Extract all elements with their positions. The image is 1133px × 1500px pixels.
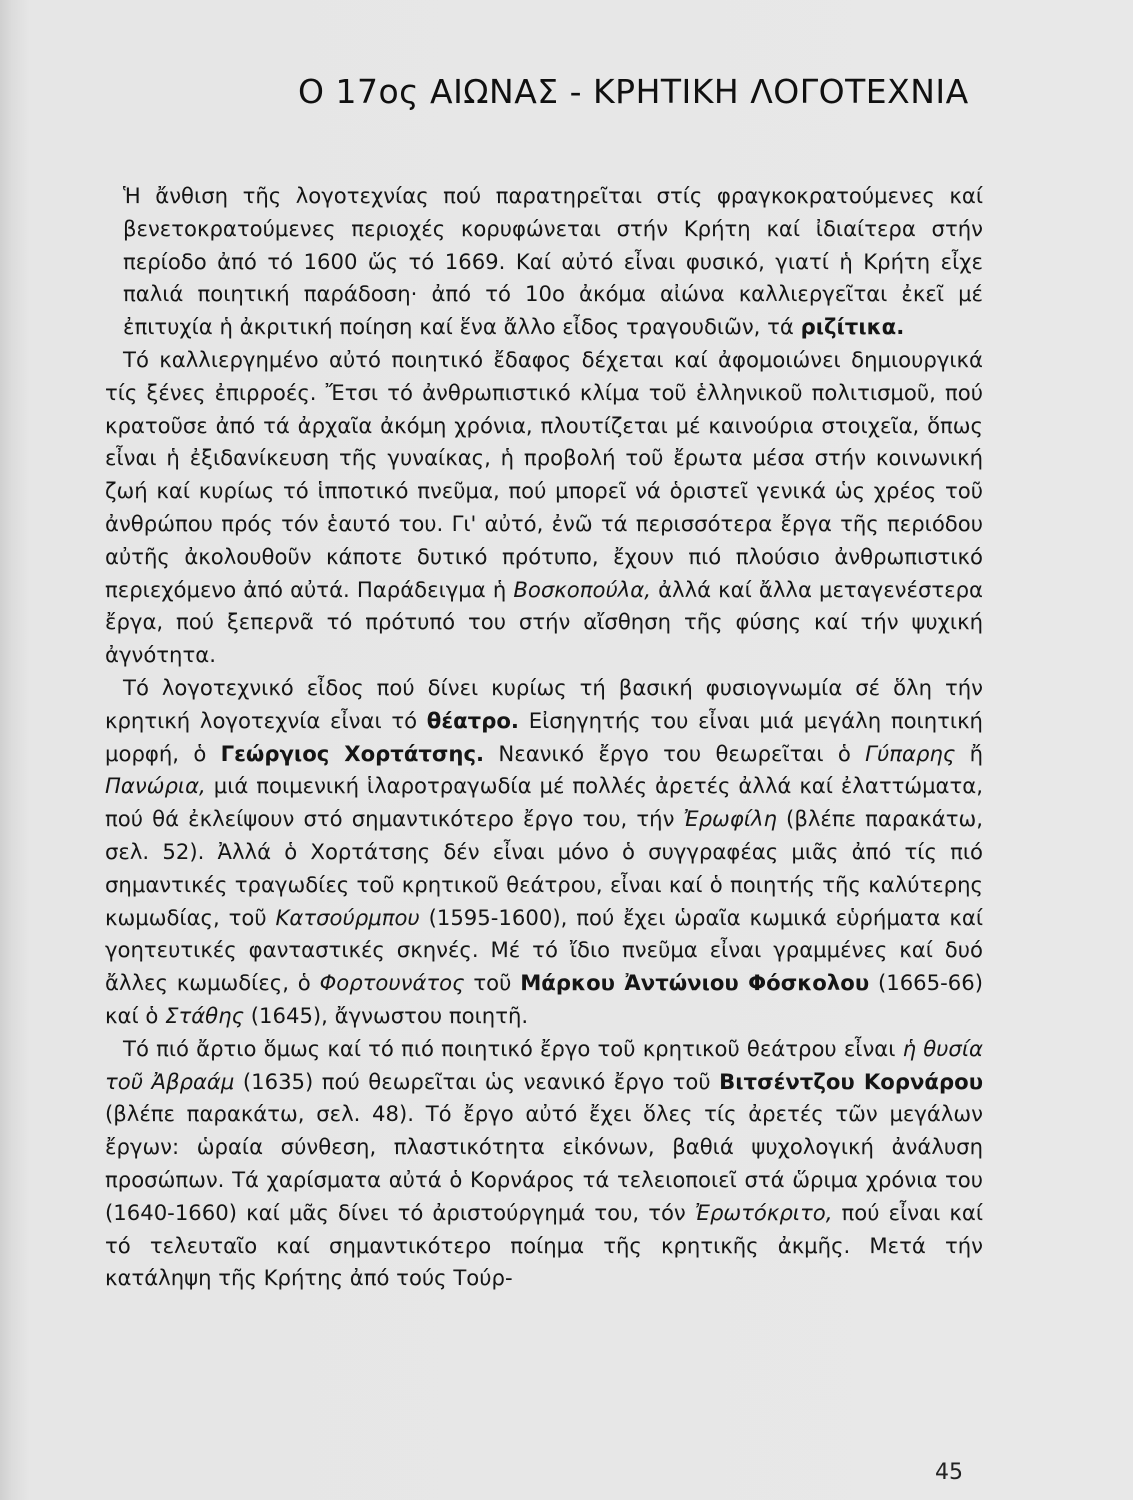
italic-title: Φορτουνάτος (319, 970, 465, 996)
bold-term: ριζίτικα. (800, 314, 905, 340)
bold-term: Βιτσέντζου Κορνάρου (719, 1068, 984, 1094)
italic-title: Στάθης (165, 1002, 244, 1028)
text-run: (βλέπε παρακάτω, σελ. 52). Ἀλλά ὁ Χορτάτσης δέν εἶναι μόνο ὁ συγγραφέας μιᾶς ἀπό τίς πιό σημαντικές τραγωδίες τοῦ κρητικοῦ θεάτρου, εἶναι καί ὁ ποιητής τῆς καλύτερης κωμωδίας, τοῦ (105, 806, 984, 930)
text-run: (1665-66) καί ὁ (105, 970, 984, 1028)
paragraph (105, 672, 983, 1033)
italic-title: Πανώρια, (105, 773, 206, 799)
text-run: πού εἶναι καί τό τελευταῖο καί σημαντικότερο ποίημα τῆς κρητικῆς ἀκμῆς. Μετά τήν κατάληψη τῆς Κρήτης ἀπό τούς Τούρ- (105, 1199, 983, 1291)
text-run: ἤ (955, 740, 984, 766)
italic-title: Ἐρωτόκριτο, (694, 1199, 833, 1225)
text-run: (1635) πού θεωρεῖται ὡς νεανικό ἔργο τοῦ (234, 1068, 720, 1094)
paragraph (105, 1033, 983, 1295)
italic-title: Βοσκοπούλα, (513, 576, 651, 602)
chapter-title: Ο 17ος ΑΙΩΝΑΣ - ΚΡΗΤΙΚΗ ΛΟΓΟΤΕΧΝΙΑ (298, 72, 969, 111)
page-number: 45 (935, 1460, 963, 1485)
text-run: ἀλλά καί ἄλλα μεταγενέστερα ἔργα, πού ξεπερνᾶ τό πρότυπό του στήν αἴσθηση τῆς φύσης καί τήν ψυχική ἀγνότητα. (105, 576, 983, 668)
italic-title: Γύπαρης (865, 740, 956, 766)
italic-title: Ἐρωφίλη (683, 806, 777, 832)
paragraph (105, 180, 983, 344)
text-run: τοῦ (464, 970, 521, 996)
text-run: Τό λογοτεχνικό εἶδος πού δίνει κυρίως τή βασική φυσιογνωμία σέ ὅλη τήν κρητική λογοτεχνία εἶναι τό (105, 674, 983, 733)
text-run: Τό καλλιεργημένο αὐτό ποιητικό ἔδαφος δέχεται καί ἀφομοιώνει δημιουργικά τίς ξένες ἐπιρροές. Ἔτσι τό ἀνθρωπιστικό κλίμα τοῦ ἑλληνικοῦ πολιτισμοῦ, πού κρατοῦσε ἀπό τά ἀρχαῖα ἀκόμη χρόνια, πλουτίζεται μέ καινούρια στοιχεῖα, ὅπως εἶναι ἡ ἐξιδανίκευση τῆς γυναίκας, ἡ προβολή τοῦ ἔρωτα μέσα στήν κοινωνική ζωή καί κυρίως τό ἱπποτικό πνεῦμα, πού μπορεῖ νά ὁριστεῖ γενικά ὡς χρέος τοῦ ἀνθρώπου πρός τόν ἑαυτό του. Γι' αὐτό, ἐνῶ τά περισσότερα ἔργα τῆς περιόδου αὐτῆς ἀκολουθοῦν κάποτε δυτικό πρότυπο, ἔχουν πιό πλούσιο ἀνθρωπιστικό περιεχόμενο ἀπό αὐτά. Παράδειγμα ἡ (105, 346, 983, 602)
paragraph (105, 344, 983, 672)
bold-term: Γεώργιος Χορτάτσης. (220, 740, 485, 766)
italic-title: Κατσούρμπου (275, 904, 420, 930)
text-run: Εἰσηγητής του εἶναι μιά μεγάλη ποιητική μορφή, ὁ (105, 707, 983, 766)
text-run: Ἡ ἄνθιση τῆς λογοτεχνίας πού παρατηρεῖται στίς φραγκοκρατούμενες καί βενετοκρατούμενες περιοχές κορυφώνεται στήν Κρήτη καί ἰδιαίτερα στήν περίοδο ἀπό τό 1600 ὥς τό 1669. Καί αὐτό εἶναι φυσικό, γιατί ἡ Κρήτη εἶχε παλιά ποιητική παράδοση· ἀπό τό 10ο ἀκόμα αἰώνα καλλιεργεῖται ἐκεῖ μέ ἐπιτυχία ἡ ἀκριτική ποίηση καί ἕνα ἄλλο εἶδος τραγουδιῶν, τά (123, 183, 983, 340)
text-run: μιά ποιμενική ἱλαροτραγωδία μέ πολλές ἀρετές ἀλλά καί ἐλαττώματα, πού θά ἐκλείψουν στό σημαντικότερο ἔργο του, τήν (105, 773, 983, 832)
text-run: (βλέπε παρακάτω, σελ. 48). Τό ἔργο αὐτό ἔχει ὅλες τίς ἀρετές τῶν μεγάλων ἔργων: ὡραία σύνθεση, πλαστικότητα εἰκόνων, βαθιά ψυχολογική ἀνάλυση προσώπων. Τά χαρίσματα αὐτά ὁ Κορνάρος τά τελειοποιεῖ στά ὥριμα χρόνια του (1640-1660) καί μᾶς δίνει τό ἀριστούργημά του, τόν (105, 1101, 983, 1225)
text-run: Νεανικό ἔργο του θεωρεῖται ὁ (484, 740, 866, 766)
italic-title: ἡ θυσία τοῦ Ἀβραάμ (105, 1035, 983, 1094)
body-text (105, 180, 983, 1295)
bold-term: Μάρκου Ἀντώνιου Φόσκολου (520, 970, 870, 996)
bold-term: θέατρο. (426, 707, 519, 733)
text-run: Τό πιό ἄρτιο ὅμως καί τό πιό ποιητικό ἔργο τοῦ κρητικοῦ θεάτρου εἶναι (123, 1035, 903, 1061)
text-run: (1645), ἄγνωστου ποιητῆ. (244, 1002, 529, 1028)
text-run: (1595-1600), πού ἔχει ὡραῖα κωμικά εὑρήματα καί γοητευτικές φανταστικές σκηνές. Μέ τό ἴδιο πνεῦμα εἶναι γραμμένες καί δυό ἄλλες κωμωδίες, ὁ (105, 904, 984, 996)
